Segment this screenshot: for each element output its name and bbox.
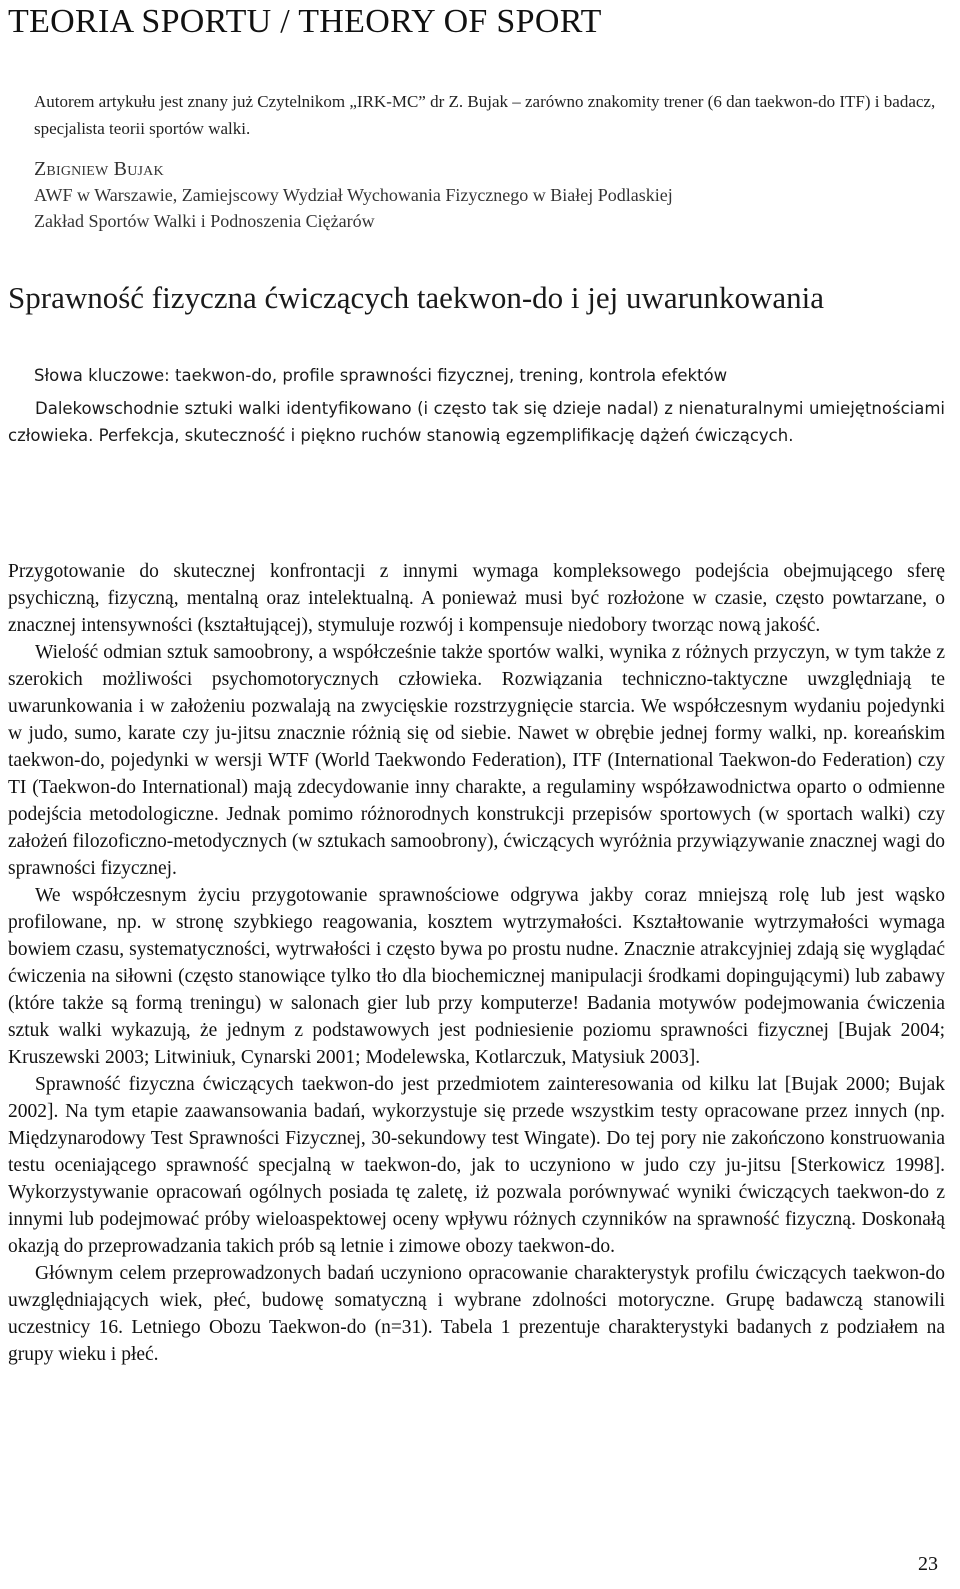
affiliation-line-2: Zakład Sportów Walki i Podnoszenia Ciężarów	[34, 211, 375, 231]
running-head: TEORIA SPORTU / THEORY OF SPORT	[8, 3, 602, 40]
abstract: Dalekowschodnie sztuki walki identyfikowano (i często tak się dzieje nadal) z nienaturalnymi umiejętnościami człowieka. Perfekcja, skuteczność i piękno ruchów stanowią egzemplifikację dążeń ćwiczących.	[8, 399, 945, 445]
article-title: Sprawność fizyczna ćwiczących taekwon-do i jej uwarunkowania	[8, 280, 824, 315]
author-note: Autorem artykułu jest znany już Czytelnikom „IRK-MC” dr Z. Bujak – zarówno znakomity trener (6 dan taekwon-do ITF) i badacz, specjalista teorii sportów walki.	[34, 92, 936, 138]
paragraph: Sprawność fizyczna ćwiczących taekwon-do jest przedmiotem zainteresowania od kilku lat [Bujak 2000; Bujak 2002]. Na tym etapie zaawansowania badań, wykorzystuje się przede wszystkim testy opracowane przez innych (np. Międzynarodowy Test Sprawności Fizycznej, 30-sekundowy test Wingate). Do tej pory nie zakończono konstruowania testu oceniającego sprawność specjalną w taekwon-do, jak to uczyniono w judo czy ju-jitsu [Sterkowicz 1998]. Wykorzystywanie opracowań ogólnych posiada tę zaletę, iż pozwala porównywać wyniki ćwiczących taekwon-do z innymi lub podejmować próby wieloaspektowej oceny wpływu różnych czynników na sprawność fizyczną. Doskonałą okazją do przeprowadzania takich prób są letnie i zimowe obozy taekwon-do.	[8, 1074, 945, 1257]
paragraph: Przygotowanie do skutecznej konfrontacji z innymi wymaga kompleksowego podejścia obejmującego sferę psychiczną, fizyczną, mentalną oraz intelektualną. A ponieważ musi być rozłożone w czasie, często powtarzane, o znacznej intensywności (kształtującej), stymuluje rozwój i kompensuje niedobory tworząc nową jakość.	[8, 561, 945, 636]
author-name: Zbigniew Bujak	[34, 158, 164, 180]
body-text	[8, 558, 945, 1368]
author-block	[34, 156, 946, 234]
page-number: 23	[918, 1553, 938, 1575]
paragraph: Wielość odmian sztuk samoobrony, a współcześnie także sportów walki, wynika z różnych przyczyn, w tym także z szerokich możliwości psychomotorycznych człowieka. Rozwiązania techniczno-taktyczne uwzględniają te uwarunkowania i w założeniu pozwalają na zwycięskie rozstrzygnięcie starcia. We współczesnym wydaniu pojedynki w judo, sumo, karate czy ju-jitsu znacznie różnią się od siebie. Nawet w obrębie jednej formy walki, np. koreańskim taekwon-do, pojedynki w wersji WTF (World Taekwondo Federation), ITF (International Taekwon-do Federation) czy TI (Taekwon-do International) mają zdecydowanie inny charakte, a regulaminy współzawodnictwa oparto o odmienne podejścia metodologiczne. Jednak pomimo różnorodnych konstrukcji przepisów sportowych (w sportach walki) czy założeń filozoficzno-metodycznych (w sztukach samoobrony), ćwiczących wyróżnia przywiązywanie znacznej wagi do sprawności fizycznej.	[8, 642, 945, 879]
keywords: Słowa kluczowe: taekwon-do, profile sprawności fizycznej, trening, kontrola efektów	[34, 366, 728, 385]
paragraph: Głównym celem przeprowadzonych badań uczyniono opracowanie charakterystyk profilu ćwiczących taekwon-do uwzględniających wiek, płeć, budowę somatyczną i wybrane zdolności motoryczne. Grupę badawczą stanowili uczestnicy 16. Letniego Obozu Taekwon-do (n=31). Tabela 1 prezentuje charakterystyki badanych z podziałem na grupy wieku i płeć.	[8, 1263, 945, 1365]
affiliation-line-1: AWF w Warszawie, Zamiejscowy Wydział Wychowania Fizycznego w Białej Podlaskiej	[34, 185, 673, 205]
paragraph: We współczesnym życiu przygotowanie sprawnościowe odgrywa jakby coraz mniejszą rolę lub jest wąsko profilowane, np. w stronę szybkiego reagowania, kosztem wytrzymałości. Kształtowanie wytrzymałości wymaga bowiem czasu, systematyczności, wytrwałości i często bywa po prostu nudne. Znacznie atrakcyjniej zdają się wyglądać ćwiczenia na siłowni (często stanowiące tylko tło dla biochemicznej manipulacji środkami dopingującymi) lub zabawy (które także są formą treningu) w salonach gier lub przy komputerze! Badania motywów podejmowania ćwiczenia sztuk walki wykazują, że jednym z podstawowych jest podniesienie poziomu sprawności fizycznej [Bujak 2004; Kruszewski 2003; Litwiniuk, Cynarski 2001; Modelewska, Kotlarczuk, Matysiuk 2003].	[8, 885, 945, 1068]
